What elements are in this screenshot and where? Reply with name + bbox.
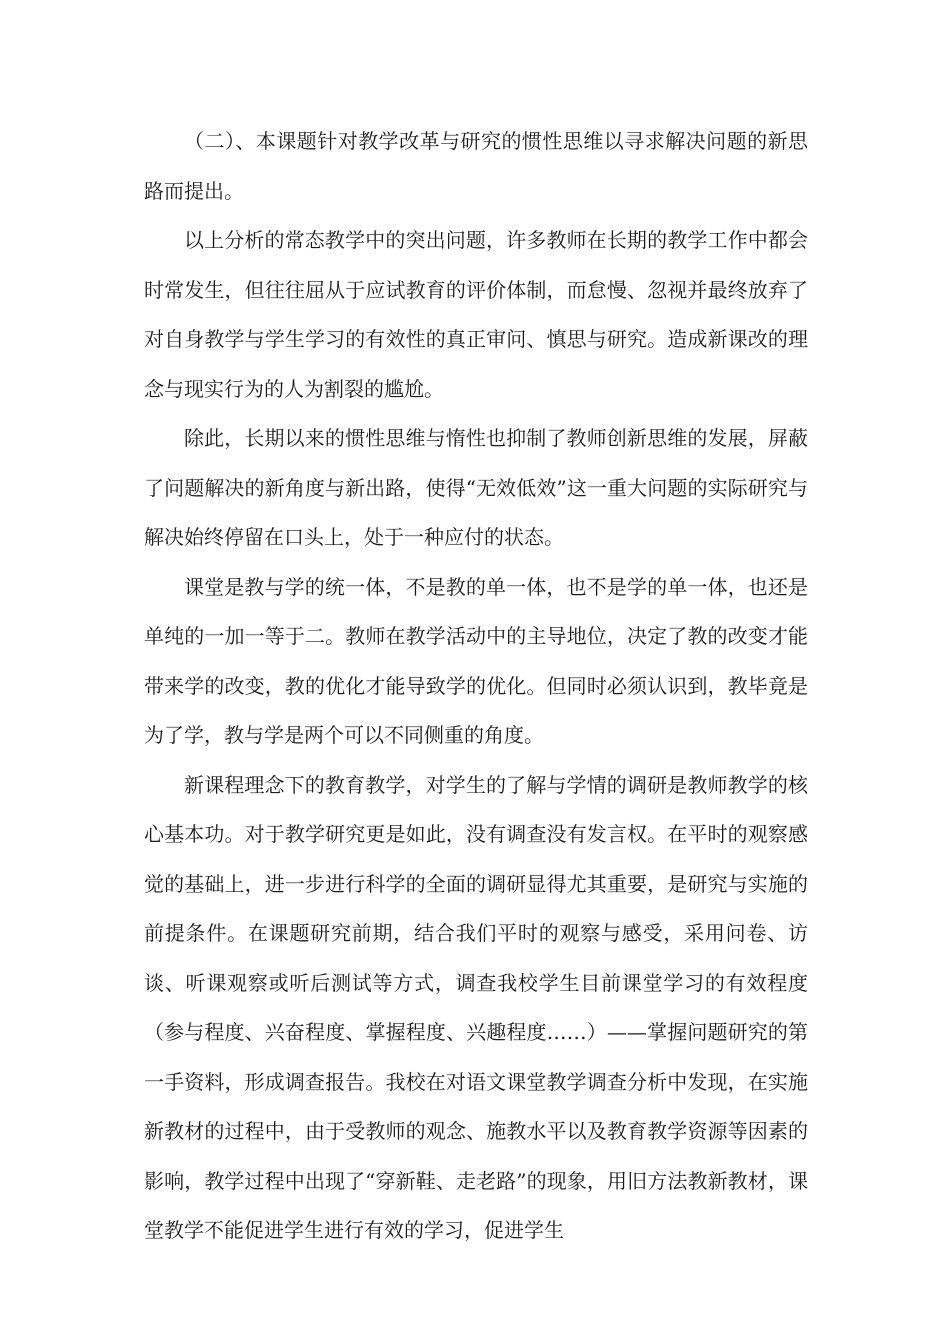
paragraph-research-background: （二）、本课题针对教学改革与研究的惯性思维以寻求解决问题的新思路而提出。 [144, 129, 808, 203]
paragraph-inertial-thinking: 除此，长期以来的惯性思维与惰性也抑制了教师创新思维的发展，屏蔽了问题解决的新角度与新出路，使得“无效低效”这一重大问题的实际研究与解决始终停留在口头上，处于一种应付的状态。 [144, 426, 808, 549]
paragraph-problem-analysis: 以上分析的常态教学中的突出问题，许多教师在长期的教学工作中都会时常发生，但往往屈从于应试教育的评价体制，而怠慢、忽视并最终放弃了对自身教学与学生学习的有效性的真正审问、慎思与研究。造成新课改的理念与现实行为的人为割裂的尴尬。 [144, 228, 808, 401]
paragraph-survey-findings: 新课程理念下的教育教学，对学生的了解与学情的调研是教师教学的核心基本功。对于教学研究更是如此，没有调查没有发言权。在平时的观察感觉的基础上，进一步进行科学的全面的调研显得尤其重要，是研究与实施的前提条件。在课题研究前期，结合我们平时的观察与感受，采用问卷、访谈、听课观察或听后测试等方式，调查我校学生目前课堂学习的有效程度（参与程度、兴奋程度、掌握程度、兴趣程度……）——掌握问题研究的第一手资料，形成调查报告。我校在对语文课堂教学调查分析中发现，在实施新教材的过程中，由于受教师的观念、施教水平以及教育教学资源等因素的影响，教学过程中出现了“穿新鞋、走老路”的现象，用旧方法教新教材，课堂教学不能促进学生进行有效的学习，促进学生 [144, 772, 808, 1242]
document-body [144, 117, 808, 1256]
paragraph-teaching-learning-unity: 课堂是教与学的统一体，不是教的单一体，也不是学的单一体，也还是单纯的一加一等于二。教师在教学活动中的主导地位，决定了教的改变才能带来学的改变，教的优化才能导致学的优化。但同时必须认识到，教毕竟是为了学，教与学是两个可以不同侧重的角度。 [144, 574, 808, 747]
